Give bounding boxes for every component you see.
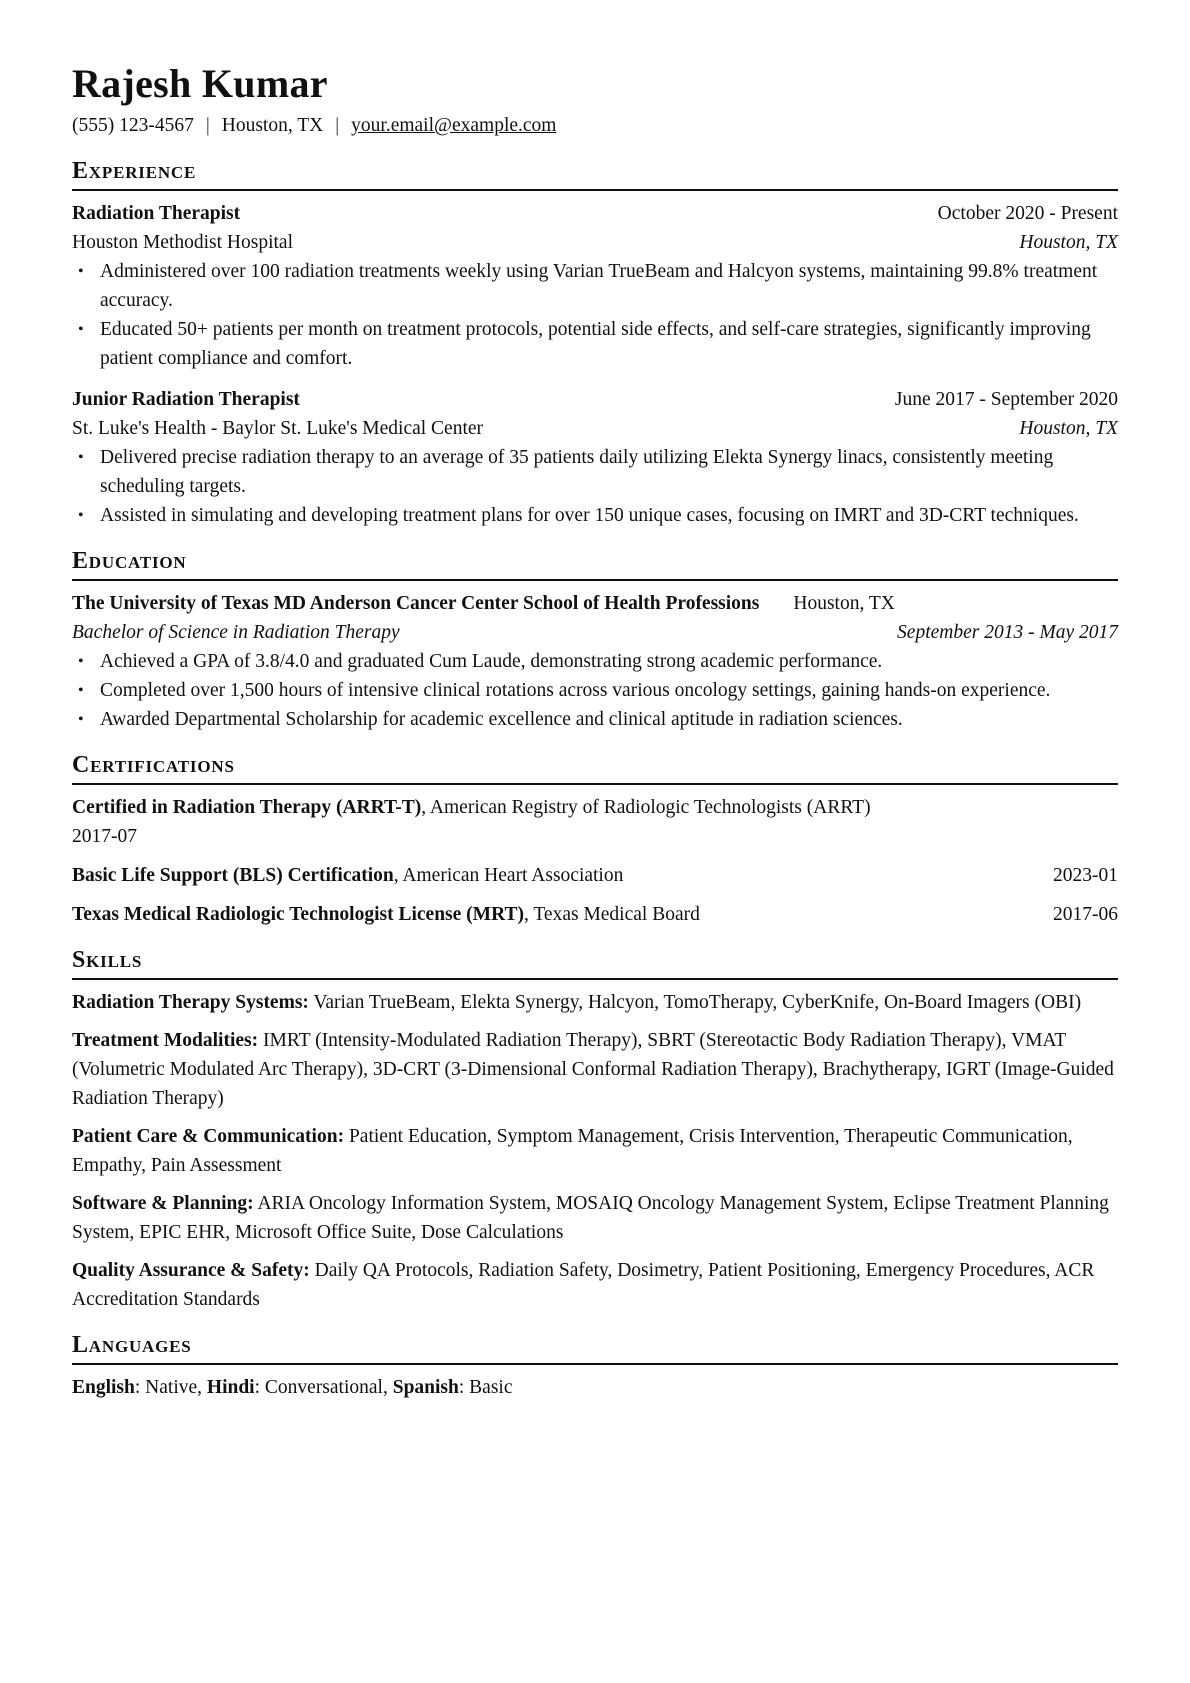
- bullet-item: • Awarded Departmental Scholarship for academic excellence and clinical aptitude in radiation sciences.: [72, 705, 1118, 734]
- bullet-item: • Delivered precise radiation therapy to an average of 35 patients daily utilizing Elekta Synergy linacs, consistently meeting scheduling targets.: [72, 443, 1118, 501]
- certification-name: Basic Life Support (BLS) Certification: [72, 865, 394, 886]
- education-entry: [72, 589, 1118, 734]
- skill-list: Patient Education, Symptom Management, Crisis Intervention, Therapeutic Communication, Empathy, Pain Assessment: [72, 1126, 1073, 1176]
- skill-group: [72, 1256, 1118, 1314]
- experience-entry: [72, 385, 1118, 530]
- experience-entry: [72, 199, 1118, 373]
- skill-category: Treatment Modalities:: [72, 1030, 259, 1051]
- employer: St. Luke's Health - Baylor St. Luke's Medical Center: [72, 418, 484, 439]
- certification-date: 2017-06: [1053, 904, 1118, 925]
- institution-name: The University of Texas MD Anderson Cancer Center School of Health Professions: [72, 593, 760, 614]
- skill-category: Quality Assurance & Safety:: [72, 1260, 310, 1281]
- candidate-name: Rajesh Kumar: [72, 61, 328, 106]
- separator: ,: [382, 1377, 393, 1398]
- certification-entry: [72, 861, 1118, 890]
- section-heading-certifications: Certifications: [72, 750, 1118, 785]
- contact-line: [72, 112, 1118, 140]
- certification-issuer: , American Heart Association: [393, 865, 624, 886]
- location: Houston, TX: [221, 115, 324, 136]
- languages-section: [72, 1330, 1118, 1402]
- job-title: Radiation Therapist: [72, 203, 241, 224]
- job-dates: June 2017 - September 2020: [894, 389, 1118, 410]
- employer: Houston Methodist Hospital: [72, 232, 294, 253]
- certification-issuer: , Texas Medical Board: [523, 904, 700, 925]
- separator: |: [335, 115, 340, 136]
- skill-category: Software & Planning:: [72, 1193, 254, 1214]
- skill-group: [72, 1026, 1118, 1113]
- skills-section: [72, 945, 1118, 1314]
- section-heading-education: Education: [72, 546, 1118, 581]
- bullet-item: • Assisted in simulating and developing treatment plans for over 150 unique cases, focusing on IMRT and 3D-CRT techniques.: [72, 501, 1118, 530]
- certification-name: Texas Medical Radiologic Technologist License (MRT): [72, 904, 524, 925]
- institution-location: Houston, TX: [793, 593, 895, 614]
- certification-date: 2023-01: [1053, 865, 1118, 886]
- separator: ,: [197, 1377, 207, 1398]
- job-location: Houston, TX: [1019, 418, 1118, 439]
- job-location: Houston, TX: [1019, 232, 1118, 253]
- section-heading-skills: Skills: [72, 945, 1118, 980]
- bullet-item: • Achieved a GPA of 3.8/4.0 and graduated Cum Laude, demonstrating strong academic performance.: [72, 647, 1118, 676]
- language-level: : Native: [134, 1377, 198, 1398]
- phone-number: (555) 123-4567: [72, 115, 194, 136]
- skill-list: Varian TrueBeam, Elekta Synergy, Halcyon, TomoTherapy, CyberKnife, On-Board Imagers (OBI): [308, 992, 1082, 1013]
- skill-category: Radiation Therapy Systems:: [72, 992, 309, 1013]
- job-dates: October 2020 - Present: [937, 203, 1118, 224]
- skill-list: Daily QA Protocols, Radiation Safety, Dosimetry, Patient Positioning, Emergency Procedures, ACR Accreditation Standards: [72, 1260, 1095, 1310]
- language-level: : Basic: [458, 1377, 513, 1398]
- education-section: [72, 546, 1118, 734]
- bullet-list: [72, 443, 1118, 530]
- separator: |: [205, 115, 210, 136]
- bullet-item: • Educated 50+ patients per month on treatment protocols, potential side effects, and self-care strategies, significantly improving patient compliance and comfort.: [72, 315, 1118, 373]
- bullet-list: [72, 647, 1118, 734]
- certification-entry: [72, 900, 1118, 929]
- skill-group: [72, 1189, 1118, 1247]
- language-name: English: [72, 1377, 135, 1398]
- skill-category: Patient Care & Communication:: [72, 1126, 345, 1147]
- education-dates: September 2013 - May 2017: [897, 622, 1118, 643]
- degree: Bachelor of Science in Radiation Therapy: [72, 622, 400, 643]
- skill-list: ARIA Oncology Information System, MOSAIQ Oncology Management System, Eclipse Treatment Planning System, EPIC EHR, Microsoft Office Suite, Dose Calculations: [72, 1193, 1109, 1243]
- experience-section: [72, 156, 1118, 530]
- languages-line: [72, 1373, 1118, 1402]
- email-link[interactable]: your.email@example.com: [351, 115, 557, 136]
- bullet-list: [72, 257, 1118, 373]
- job-title: Junior Radiation Therapist: [72, 389, 300, 410]
- resume-page: [72, 58, 1118, 1402]
- bullet-item: • Completed over 1,500 hours of intensive clinical rotations across various oncology settings, gaining hands-on experience.: [72, 676, 1118, 705]
- section-heading-languages: Languages: [72, 1330, 1118, 1365]
- certifications-section: [72, 750, 1118, 929]
- certification-issuer: , American Registry of Radiologic Technologists (ARRT): [421, 797, 871, 818]
- certification-entry: [72, 793, 1118, 851]
- section-heading-experience: Experience: [72, 156, 1118, 191]
- language-level: : Conversational: [254, 1377, 383, 1398]
- certification-date: 2017-07: [72, 826, 137, 847]
- language-name: Hindi: [206, 1377, 255, 1398]
- skill-list: IMRT (Intensity-Modulated Radiation Therapy), SBRT (Stereotactic Body Radiation Therapy), VMAT (Volumetric Modulated Arc Therapy), 3D-CRT (3-Dimensional Conformal Radiation Therapy), Brachytherapy, IGRT (Image-Guided Radiation Therapy): [72, 1030, 1114, 1109]
- skill-group: [72, 1122, 1118, 1180]
- language-name: Spanish: [392, 1377, 459, 1398]
- certification-name: Certified in Radiation Therapy (ARRT-T): [72, 797, 422, 818]
- bullet-item: • Administered over 100 radiation treatments weekly using Varian TrueBeam and Halcyon systems, maintaining 99.8% treatment accuracy.: [72, 257, 1118, 315]
- skill-group: [72, 988, 1118, 1017]
